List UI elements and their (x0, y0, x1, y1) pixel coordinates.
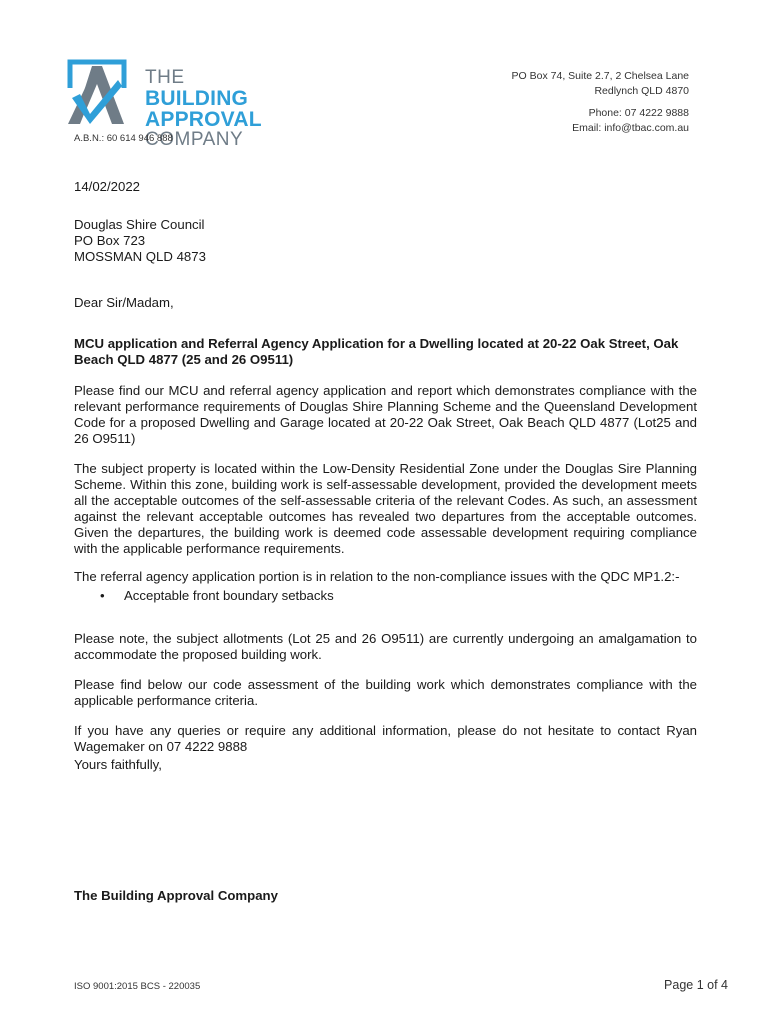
address-line-1: PO Box 74, Suite 2.7, 2 Chelsea Lane (511, 70, 689, 82)
paragraph-zone: The subject property is located within the Low-Density Residential Zone under the Douglas Sire Planning Scheme. Within this zone, building work is self-assessable development, provided the development meets all the acceptable outcomes of the self-assessable criteria of the relevant Codes. As such, an assessment against the relevant acceptable outcomes has revealed two departures from the acceptable outcomes. Given the departures, the building work is deemed code assessable development requiring compliance with the applicable performance requirements. (74, 461, 697, 557)
footer-iso: ISO 9001:2015 BCS - 220035 (74, 981, 201, 992)
logo-line-the: THE (145, 67, 185, 88)
recipient-line: MOSSMAN QLD 4873 (74, 249, 206, 264)
recipient-address (74, 217, 697, 265)
abn-number: A.B.N.: 60 614 946 888 (74, 133, 173, 144)
bullet-text: Acceptable front boundary setbacks (124, 588, 334, 603)
page-number: Page 1 of 4 (664, 978, 728, 992)
signoff: The Building Approval Company (74, 888, 278, 903)
bullet-icon: • (100, 588, 105, 603)
closing: Yours faithfully, (74, 757, 162, 772)
bullet-item (100, 588, 334, 604)
logo-mark-icon (66, 58, 128, 128)
phone-line: Phone: 07 4222 9888 (588, 107, 689, 119)
paragraph-code-assessment: Please find below our code assessment of the building work which demonstrates compliance with the applicable performance criteria. (74, 677, 697, 709)
logo-line-building-approval: BUILDING APPROVAL (145, 87, 262, 131)
paragraph-amalgamation: Please note, the subject allotments (Lot 25 and 26 O9511) are currently undergoing an amalgamation to accommodate the proposed building work. (74, 631, 697, 663)
subject-heading: MCU application and Referral Agency Application for a Dwelling located at 20-22 Oak Street, Oak Beach QLD 4877 (25 and 26 O9511) (74, 336, 679, 368)
contact-block (512, 69, 689, 136)
email-line: Email: info@tbac.com.au (572, 122, 689, 134)
logo-wordmark (145, 68, 366, 149)
recipient-line: PO Box 723 (74, 233, 146, 248)
salutation: Dear Sir/Madam, (74, 295, 174, 310)
logo-line-company: COMPANY (145, 129, 244, 150)
paragraph-contact: If you have any queries or require any additional information, please do not hesitate to contact Ryan Wagemaker on 07 4222 9888 (74, 723, 697, 755)
paragraph-referral: The referral agency application portion is in relation to the non-compliance issues with the QDC MP1.2:- (74, 569, 680, 585)
address-line-2: Redlynch QLD 4870 (594, 85, 689, 97)
recipient-line: Douglas Shire Council (74, 217, 205, 232)
paragraph-application: Please find our MCU and referral agency application and report which demonstrates compliance with the relevant performance requirements of Douglas Shire Planning Scheme and the Queensland Development Code for a proposed Dwelling and Garage located at 20-22 Oak Street, Oak Beach QLD 4877 (Lot25 and 26 O9511) (74, 383, 697, 447)
letter-date: 14/02/2022 (74, 179, 141, 194)
